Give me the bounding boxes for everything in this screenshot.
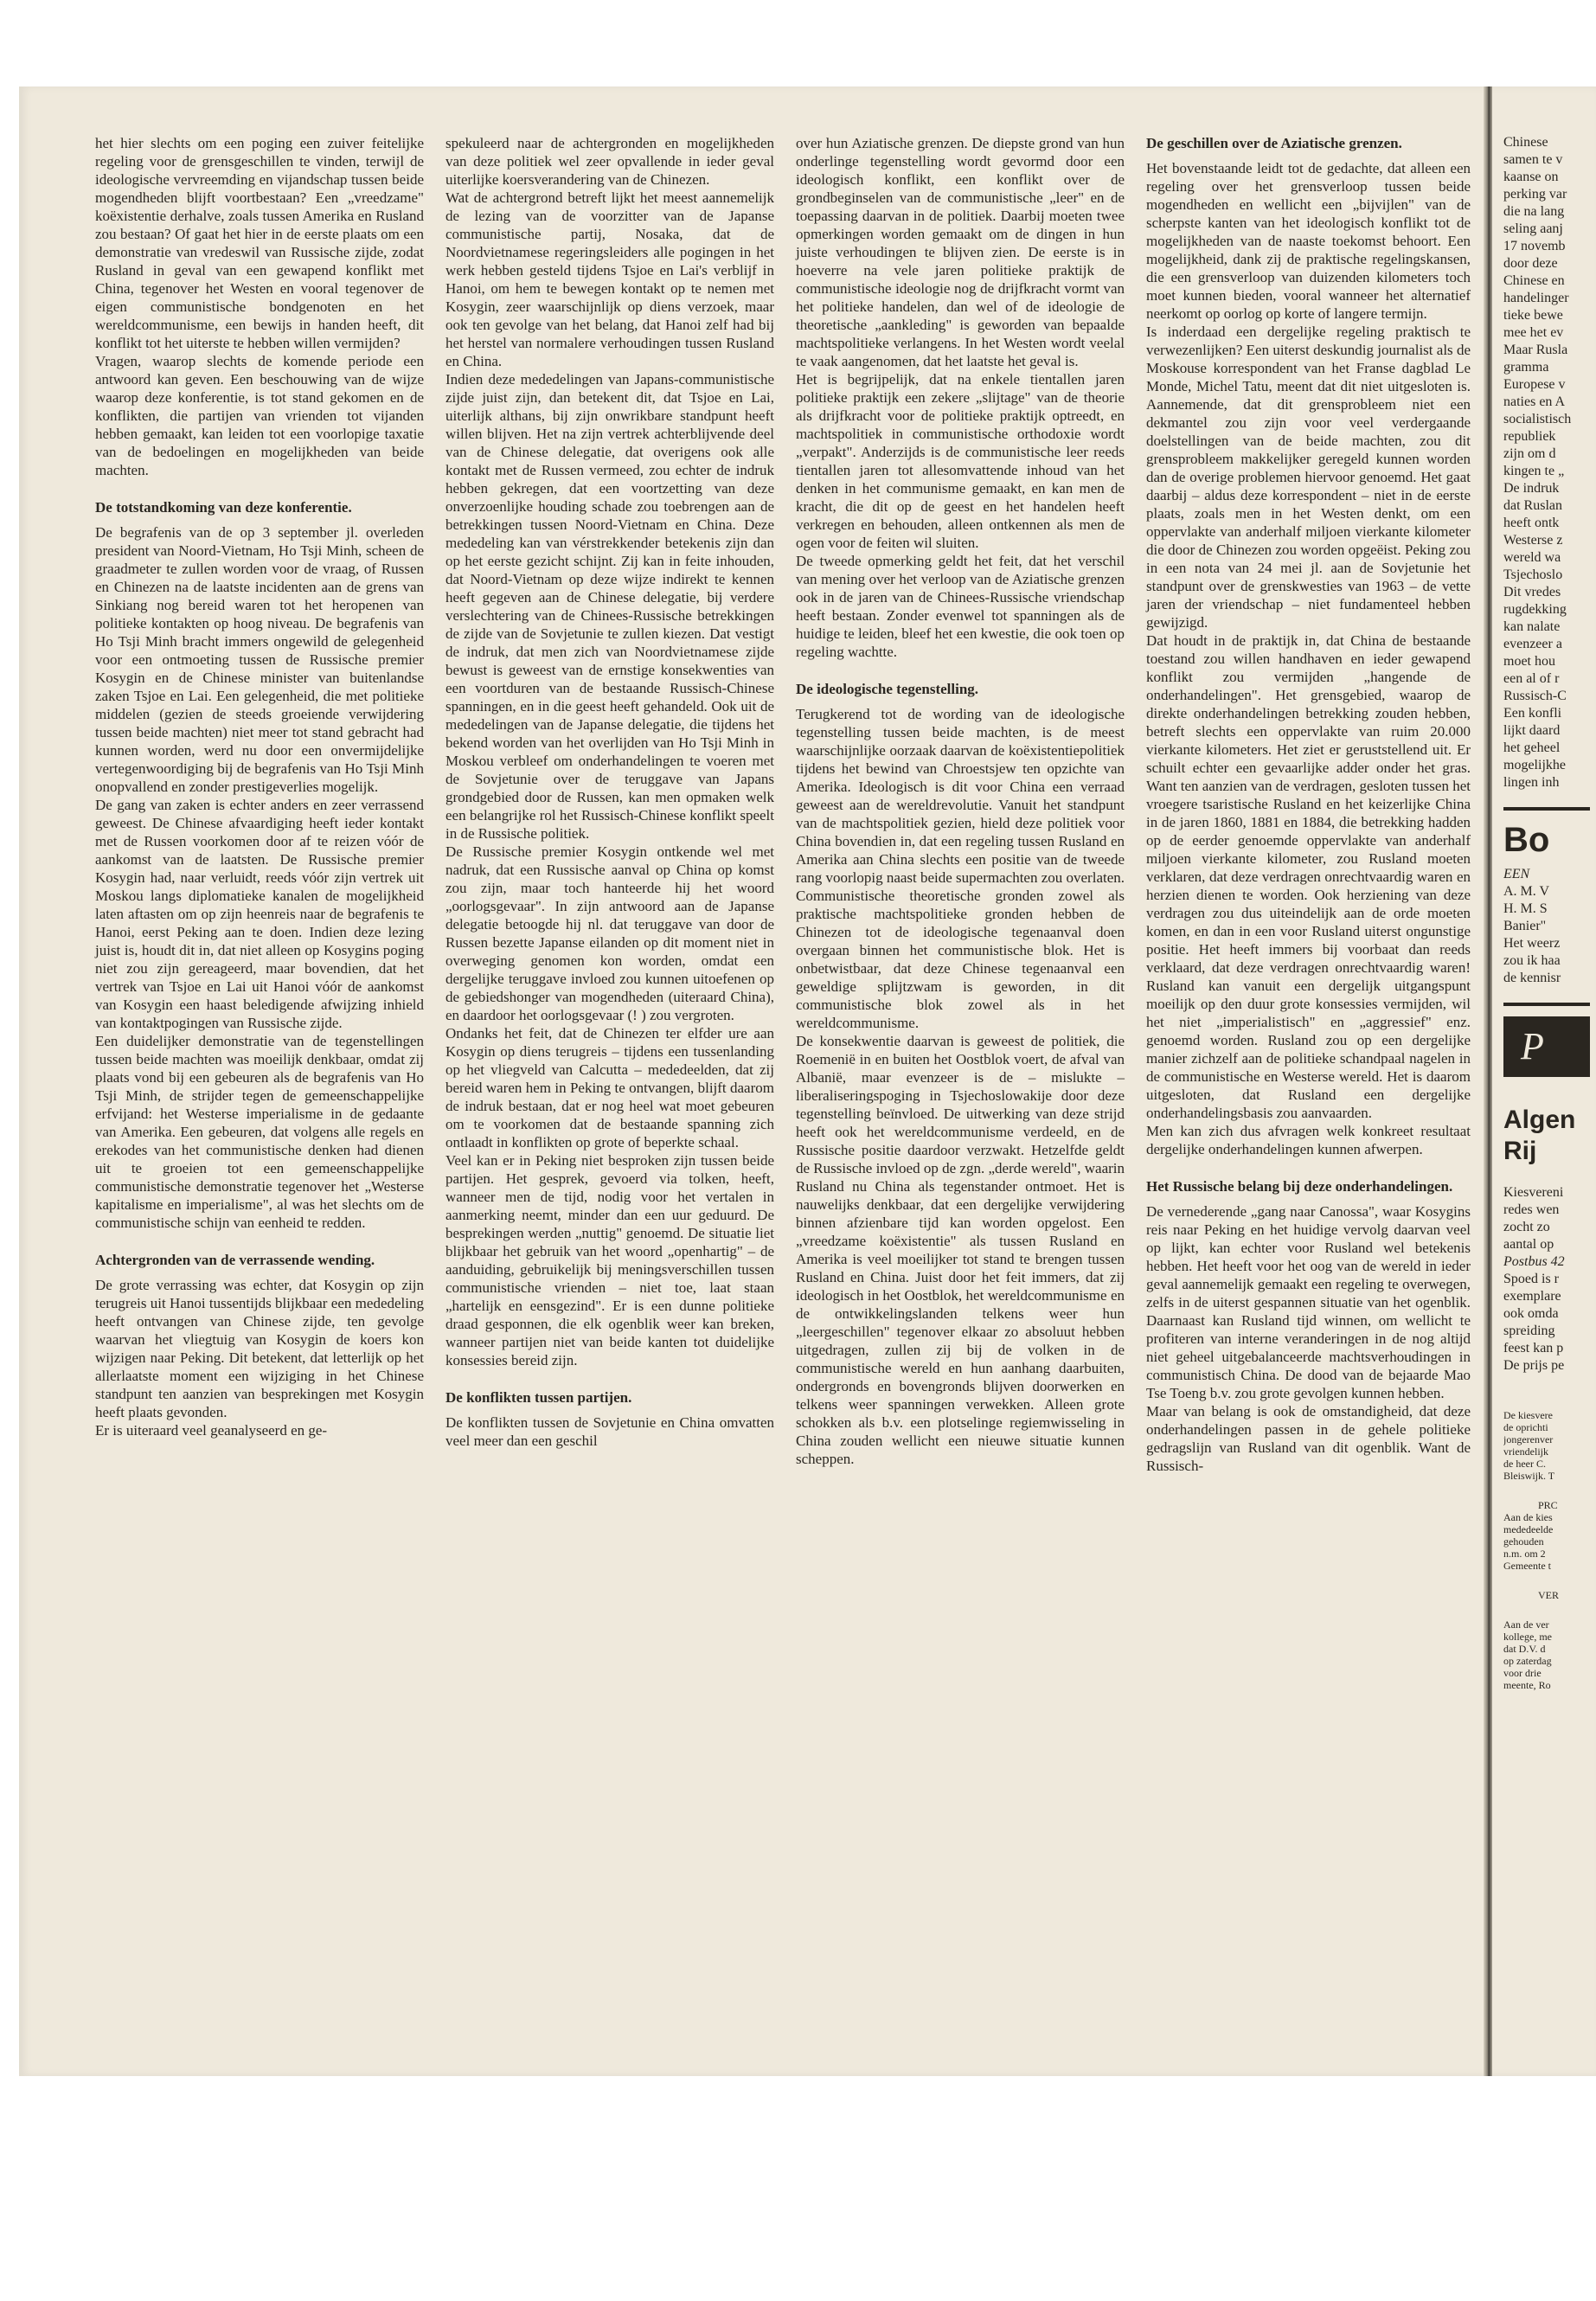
text-line: rugdekking — [1503, 602, 1567, 617]
notice-line: Bleiswijk. T — [1503, 1470, 1555, 1482]
text-line: Russisch-C — [1503, 689, 1567, 703]
text-line: EEN — [1503, 867, 1530, 881]
text-line: Chinese — [1503, 135, 1548, 150]
paragraph: De grote verrassing was echter, dat Kosygin op zijn terugreis uit Hanoi tussentijds blijkbaar een mededeling heeft ontvangen van Chinese zijde, ten gevolge waarvan het vliegtuig van Kosygin de koers kon wijzigen naar Peking. Dit betekent, dat letterlijk op het allerlaatste moment een wijziging in het Chinese standpunt ten aanzien van besprekingen met Kosygin heeft plaats gevonden. — [95, 1277, 424, 1420]
notice-line: gehouden — [1503, 1535, 1544, 1548]
text-line: Dit vredes — [1503, 585, 1561, 599]
text-line: zijn om d — [1503, 446, 1556, 461]
text-line: kaanse on — [1503, 170, 1559, 184]
column-4 — [1146, 134, 1471, 1475]
paragraph: Een duidelijker demonstratie van de tegenstellingen tussen beide machten was moeilijk denkbaar, omdat zij plaats vond bij een gebeuren als de begrafenis van Ho Tsji Minh, de strijder tegen de gemeenschappelijke erfvijand: het Westerse imperialisme in de gedaante van Amerika. Een gebeuren, dat volgens alle regels en erekodes van het communistische denken had dienen uit te groeien tot een gemeenschappelijke communistische demonstratie tegenover het „Westerse kapitalisme en imperialisme", al was het slechts om de communistische schijn van eenheid te redden. — [95, 1033, 424, 1231]
paragraph: Het is begrijpelijk, dat na enkele tientallen jaren politieke praktijk een zekere „slijtage" van de theorie als drijfkracht voor de politieke praktijk optreedt, en machtspolitiek in communistische orthodoxie wordt „verpakt". Anderzijds is de communistische leer reeds tientallen jaren tot allesomvattende inhoud van het denken in het communisme gemaakt, en kan men de kracht, die dit op de geest en het handelen heeft verkregen en behouden, alleen ontkennen als men de ogen voor de feiten wil sluiten. — [796, 371, 1125, 551]
text-line: lijkt daard — [1503, 723, 1561, 738]
text-line: Kiesvereni — [1503, 1185, 1564, 1200]
paragraph: De Russische premier Kosygin ontkende wel met nadruk, dat een Russische aanval op China op komst zou zijn, maar toch hanteerde hij het woord „oorlogsgevaar". In zijn antwoord aan de Japanse delegatie betoogde hij nl. dat teruggave van door de Russen bezette Japanse eilanden op dit moment niet in overweging genomen kon worden, omdat een dergelijke teruggave invloed zou kunnen uitoefenen op de gebiedshonger van mogendheden (uiteraard China), en daardoor het oorlogsgevaar (! ) zou vergroten. — [445, 843, 774, 1023]
paragraph: De konflikten tussen de Sovjetunie en China omvatten veel meer dan een geschil — [445, 1414, 774, 1449]
paragraph: spekuleerd naar de achtergronden en mogelijkheden van deze politiek wel zeer opvallende in ieder geval uiterlijke koersverandering van de Chinezen. — [445, 135, 774, 188]
section-heading: Achtergronden van de verrassende wending. — [95, 1252, 375, 1268]
paragraph: Er is uiteraard veel geanalyseerd en ge- — [95, 1422, 328, 1439]
notice-line: op zaterdag — [1503, 1655, 1552, 1667]
text-line: republiek — [1503, 429, 1556, 444]
paragraph: Vragen, waarop slechts de komende periode een antwoord kan geven. Een beschouwing van de wijze waarop deze konferentie, is tot stand gekomen en de konflikten, die partijen van vrienden tot vijanden hebben gemaakt, kan leiden tot een voorlopige taxatie van de bedoelingen en mogelijkheden van beide machten. — [95, 353, 424, 478]
text-line: een al of r — [1503, 671, 1560, 686]
text-line: redes wen — [1503, 1202, 1560, 1217]
text-line: Europese v — [1503, 377, 1566, 392]
paragraph: het hier slechts om een poging een zuiver feitelijke regeling voor de grensgeschillen te vinden, terwijl de ideologische vervreemding en vijandschap tussen beide mogendheden blijft voortbestaan? Een „vreedzame" koëxistentie derhalve, zoals tussen Amerika en Rusland zou bestaan? Of gaat het hier in de eerste plaats om een demonstratie van vredeswil van Russische zijde, zodat Rusland in geval van een gewapend konflikt met China, tegenover het Westen en vooral tegenover de eigen communistische bondgenoten en het wereldcommunisme, een bewijs in handen heeft, dit konflikt tot het uiterste te hebben willen vermijden? — [95, 135, 424, 351]
divider — [1503, 807, 1590, 811]
text-line: ook omda — [1503, 1306, 1559, 1321]
text-line: mogelijkhe — [1503, 758, 1566, 772]
section-heading: De geschillen over de Aziatische grenzen. — [1146, 135, 1402, 151]
text-line: dat Ruslan — [1503, 498, 1562, 513]
section-heading: De totstandkoming van deze konferentie. — [95, 499, 352, 516]
paragraph: Het bovenstaande leidt tot de gedachte, dat alleen een regeling over het grensverloop tussen beide mogendheden en wellicht een „bijvijlen" van de scherpste kanten van het ideologisch konflikt tot de mogelijkheden van de naaste toekomst behoort. Een mogelijkheid, dank zij de praktische regelingskansen, die een grensverloop van duizenden kilometers toch moet kunnen bieden, vooral wanneer het alternatief neerkomt op oorlog op korte of langere termijn. — [1146, 160, 1471, 322]
text-line: zou ik haa — [1503, 953, 1561, 968]
notice-line: Aan de ver — [1503, 1618, 1549, 1631]
notice-line: kollege, me — [1503, 1631, 1552, 1643]
cropped-article-lines — [1503, 134, 1590, 792]
text-line: gramma — [1503, 360, 1549, 375]
text-line: Chinese en — [1503, 273, 1565, 288]
paragraph: De konsekwentie daarvan is geweest de politiek, die Roemenië in en buiten het Oostblok voert, de afval van Albanië, maar evenzeer is de – mislukte – liberaliseringspoging in Tsjechoslowakije door deze tegenstelling beïnvloed. De uitwerking van deze strijd heeft ook het wereldcommunisme verdeeld, en de Russische positie daardoor verzwakt. Hetzelfde geldt de Russische invloed op de zgn. „derde wereld", waarin Rusland nu China als tegenstander ontmoet. Het is nauwelijks denkbaar, dat een dergelijke verwijdering binnen afzienbare tijd kan worden opgelost. Een „vreedzame koëxistentie" als tussen Rusland en Amerika is veel moeilijker tot stand te brengen tussen Rusland en China. Juist door het feit immers, dat zij ideologisch in het Oostblok, het wereldcommunisme en de ontwikkelingslanden telkens weer hun „leergeschillen" tegenover elkaar zo absoluut hebben uitgedragen, zullen zij bij de volken in de communistische wereld en hun aanhang daarbuiten, ondergronds en bovengronds blijven doorwerken en telkens weer spanningen verwekken. Alleen grote schokken als b.v. een plotselinge regiemwisseling in China zouden wellicht een nieuwe situatie kunnen scheppen. — [796, 1033, 1125, 1467]
text-line: perking var — [1503, 187, 1567, 202]
ad-headline: Bo — [1503, 821, 1550, 859]
text-line: A. M. V — [1503, 884, 1550, 899]
paragraph: De begrafenis van de op 3 september jl. overleden president van Noord-Vietnam, Ho Tsji Minh, scheen de graadmeter te zullen worden voor de vraag, of Russen en Chinezen na de laatste incidenten aan de grens van Sinkiang nog bereid waren tot het heropenen van politieke kontakten op hoog niveau. De begrafenis van Ho Tsji Minh bracht immers ongewild de gelegenheid voor een ontmoeting tussen de Russische premier Kosygin en de Chinese minister van buitenlandse zaken Tsjoe en Lai. Een gelegenheid, die met politieke middelen (gezien de steeds groeiende verwijdering tussen beide machten) niet meer tot stand gebracht had kunnen worden, werd nu door een onvermijdelijke vertegenwoordiging bij de begrafenis van Ho Tsji Minh onopvallend en zonder prestigeverlies mogelijk. — [95, 524, 424, 795]
text-line: evenzeer a — [1503, 637, 1562, 651]
column-1 — [95, 134, 424, 1439]
text-line: zocht zo — [1503, 1220, 1550, 1234]
notice-line: De kiesvere — [1503, 1409, 1553, 1421]
notice-line: Gemeente t — [1503, 1560, 1551, 1572]
paragraph: Communistische theoretische gronden zowel als praktische machtspolitieke gronden hebben de Chinezen tot de ideologische tegenaanval doen overgaan binnen het communistische blok. Het is onbetwistbaar, dat deze Chinese tegenaanval een geweldige splijtzwam is geworden, in dit communistische blok zowel als in het wereldcommunisme. — [796, 888, 1125, 1031]
text-line: spreiding — [1503, 1324, 1555, 1338]
page-fold — [1484, 87, 1492, 2076]
text-line: H. M. S — [1503, 901, 1548, 916]
text-line: 17 novemb — [1503, 239, 1566, 253]
text-line: naties en A — [1503, 394, 1566, 409]
logo-banner: P — [1503, 1016, 1590, 1077]
text-line: feest kan p — [1503, 1341, 1564, 1356]
text-line: Maar Rusla — [1503, 343, 1568, 357]
text-line: moet hou — [1503, 654, 1555, 669]
text-line: aantal op — [1503, 1237, 1554, 1252]
text-line: Banier" — [1503, 919, 1547, 933]
text-line: Het weerz — [1503, 936, 1561, 951]
paragraph: De tweede opmerking geldt het feit, dat het verschil van mening over het verloop van de Aziatische grenzen ook in de jaren van de Chinees-Russische vriendschap heeft bestaan. Zonder evenwel tot spanningen als de huidige te leiden, bleef het een kwestie, die ook toen op regeling wachtte. — [796, 553, 1125, 660]
text-line: door deze — [1503, 256, 1558, 271]
text-line: het geheel — [1503, 740, 1561, 755]
ad-heading: Algen — [1503, 1106, 1576, 1134]
text-line: samen te v — [1503, 152, 1563, 167]
ad-heading: Rij — [1503, 1137, 1537, 1165]
column-3 — [796, 134, 1125, 1468]
section-heading: De ideologische tegenstelling. — [796, 681, 979, 697]
paragraph: Wat de achtergrond betreft lijkt het meest aannemelijk de lezing van de voorzitter van de Japanse communistische partij, Nosaka, dat de Noordvietnamese regeringsleiders alle pogingen in het werk hebben gesteld tijdens Tsjoe en Lai's verblijf in Hanoi, om hem te bewegen kontakt op te nemen met Kosygin, zeer waarschijnlijk op diens verzoek, maar ook ten gevolge van het belang, dat Hanoi zelf had bij het herstel van normalere verhoudingen tussen Rusland en China. — [445, 189, 774, 369]
section-heading: Het Russische belang bij deze onderhandelingen. — [1146, 1178, 1453, 1195]
text-line: heeft ontk — [1503, 516, 1560, 530]
text-line: Tsjechoslo — [1503, 567, 1563, 582]
paragraph: Dat houdt in de praktijk in, dat China de bestaande toestand zou willen handhaven en ieder gewapend konflikt zou vermijden „hangende de onderhandelingen". Het grensgebied, waarop de direkte onderhandelingen betrekking zouden hebben, betreft slechts een oppervlakte van ruim 20.000 vierkante kilometers. Het ziet er geruststellend uit. Er schuilt echter een gevaarlijke adder onder het gras. Want ten aanzien van de verdragen, gesloten tussen het vroegere tsaristische Rusland en het keizerlijke China in de jaren 1860, 1881 en 1884, die betrekking hadden op de eerder genoemde oppervlakte van anderhalf miljoen vierkante kilometer, zou Rusland moeten verklaren, dat deze verdragen onrechtvaardig waren en herzien dienen te worden. Ook herziening van deze verdragen zou dus uiteindelijk aan de orde moeten komen, en dan in een voor Rusland uiterst ongunstige positie. Het heeft immers bij voorbaat dan reeds verklaard, dat deze verdragen onrechtvaardig waren! Rusland kan vanuit een dergelijk uitgangspunt moeilijk op den duur grote konsessies vermijden, wil het niet „imperialistisch" en „aggressief" enz. genoemd worden. Rusland zou op een dergelijke manier zichzelf aan de politieke schandpaal nagelen in de communistische en Westerse wereld. Het is daarom uitgesloten, dat Rusland een dergelijke onderhandelingsbasis zou aanvaarden. — [1146, 632, 1471, 1121]
text-line: kingen te „ — [1503, 464, 1565, 478]
text-line: De prijs pe — [1503, 1358, 1565, 1373]
text-line: Postbus 42 — [1503, 1254, 1565, 1269]
text-line: lingen inh — [1503, 775, 1560, 790]
paragraph: Men kan zich dus afvragen welk konkreet resultaat dergelijke onderhandelingen kunnen afwerpen. — [1146, 1123, 1471, 1157]
notice-line: meente, Ro — [1503, 1679, 1551, 1691]
paragraph: De vernederende „gang naar Canossa", waar Kosygins reis naar Peking en het huidige vervolg daarvan veel op lijkt, kan echter voor Rusland wel betekenis hebben. Het heeft voor het oog van de wereld in ieder geval aannemelijk gemaakt een regeling te overwegen, zelfs in de uiterst gespannen situatie van het ogenblik. Daarnaast kan Rusland tijd winnen, om wellicht te profiteren van interne veranderingen in de nog altijd niet geheel uitgebalanceerde machtsverhoudingen in communistisch China. De dood van de bejaarde Mao Tse Toeng b.v. zou grote gevolgen kunnen hebben. — [1146, 1203, 1471, 1401]
text-line: seling aanj — [1503, 221, 1563, 236]
text-line: wereld wa — [1503, 550, 1561, 565]
section-heading: De konflikten tussen partijen. — [445, 1389, 632, 1406]
text-line: socialistisch — [1503, 412, 1572, 426]
notice-line: voor drie — [1503, 1667, 1542, 1679]
text-line: De indruk — [1503, 481, 1560, 496]
paragraph: Veel kan er in Peking niet besproken zijn tussen beide partijen. Het gesprek, gevoerd via tolken, heeft, wanneer men de tijd, nodig voor het vertalen in aanmerking neemt, minder dan een uur geduurd. De besprekingen werden „nuttig" genoemd. De situatie liet blijkbaar het gebruik van het woord „openhartig" – de aanduiding, gebruikelijk bij meningsverschillen tussen communistische vrienden – niet toe, laat staan „hartelijk en eensgezind". Er is een dunne politieke draad gesponnen, die elk ogenblik weer kan breken, wanneer partijen niet van beide kanten tot duidelijke konsessies bereid zijn. — [445, 1152, 774, 1368]
notice-line: vriendelijk — [1503, 1445, 1548, 1458]
paragraph: Maar van belang is ook de omstandigheid, dat deze onderhandelingen passen in de gehele politieke gedragslijn van Rusland van dit ogenblik. Want de Russisch- — [1146, 1403, 1471, 1474]
text-line: tieke bewe — [1503, 308, 1563, 323]
text-line: mee het ev — [1503, 325, 1564, 340]
text-line: Een konfli — [1503, 706, 1562, 721]
text-line: handelinger — [1503, 291, 1569, 305]
paragraph: Indien deze mededelingen van Japans-communistische zijde juist zijn, dan betekent dit, dat Tsjoe en Lai, uiterlijk althans, bij zijn onwrikbare standpunt heeft willen blijven. Het na zijn vertrek achterblijvende deel van de Chinese delegatie, dat overigens ook alle kontakt met de Russen vermeed, zou echter de indruk hebben gekregen, dat een voortzetting van deze onverzoenlijke houding schade zou toebrengen aan de betrekkingen tussen Noord-Vietnam en China. Deze mededeling kan van vérstrekkender betekenis zijn dan op het eerste gezicht schijnt. Zij kan in feite inhouden, dat Noord-Vietnam op deze wijze indirekt te kennen heeft gegeven aan de Chinese delegatie, bij verdere verslechtering van de Chinees-Russische betrekkingen de zijde van de Sovjetunie te zullen kiezen. Dat vestigt de indruk, dat men zich van Noordvietnamese zijde bewust is geweest van de ernstige konsekwenties van een voortduren van de bestaande Russisch-Chinese spanningen, en in die geest heeft gehandeld. Ook uit de mededelingen van de Japanse delegatie, die tijdens het bekend worden van het overlijden van Ho Tsji Minh in Moskou verbleef om onderhandelingen te voeren met de Sovjetunie over de teruggave van Japans grondgebied door de Russen, kan men opmaken welk een belangrijke rol het Russisch-Chinese konflikt speelt in de Russische politiek. — [445, 371, 774, 842]
paragraph: over hun Aziatische grenzen. De diepste grond van hun onderlinge tegenstelling wordt gevormd door een ideologisch konflikt, een konflikt over de grondbeginselen van de communistische „leer" en de toepassing daarvan in de politiek. Daarbij moeten twee opmerkingen worden gemaakt om de dingen in hun juiste verhoudingen te blijven zien. De eerste is in hoeverre na vele jaren politieke praktijk de communistische ideologie nog de drijfkracht vormt van het politieke handelen, dan wel of de ideologie de theoretische „aankleding" is geworden van bepaalde machtspolitieke verlangens. In het Westen wordt veelal te vaak aangenomen, dat het laatste het geval is. — [796, 135, 1125, 369]
column-5-cropped — [1503, 134, 1590, 2037]
notice-line: mededeelde — [1503, 1523, 1554, 1535]
text-line: Spoed is r — [1503, 1272, 1559, 1286]
text-line: Westerse z — [1503, 533, 1563, 548]
notice-line: jongerenver — [1503, 1433, 1554, 1445]
notice-line: de oprichti — [1503, 1421, 1548, 1433]
text-line: de kennisr — [1503, 971, 1561, 985]
notice-heading: VER — [1538, 1589, 1559, 1601]
paragraph: Is inderdaad een dergelijke regeling praktisch te verwezenlijken? Een uiterst deskundig journalist als de Moskouse korrespondent van het Franse dagblad Le Monde, Michel Tatu, meent dat dit niet uitgesloten is. Aannemende, dat dit grensprobleem niet een dekmantel zou zijn voor veel verdergaande doelstellingen van de beide machten, zou dit grensprobleem makkelijker geregeld kunnen worden dan de overige problemen hiervoor genoemd. Het gaat daarbij – aldus deze korrespondent – niet in de eerste plaats, zoals men in het Westen denkt, om een oppervlakte van anderhalf miljoen vierkante kilometer die door de Chinezen zou worden opgeëist. Peking zou in een nota van 24 mei jl. aan de Sovjetunie het standpunt over de grenskwesties van 1963 – de vette jaren der vriendschap – niet fundamenteel hebben gewijzigd. — [1146, 324, 1471, 631]
paragraph: Ondanks het feit, dat de Chinezen ter elfder ure aan Kosygin op diens terugreis – tijdens een tussenlanding op het vliegveld van Calcutta – mededeelden, dat zij bereid waren hem in Peking te ontvangen, blijft daarom de indruk bestaan, dat er nog heel wat moet gebeuren om te voorkomen dat de bestaande spanning zich ontlaadt in konflikten op grote of beperkte schaal. — [445, 1025, 774, 1150]
paragraph: De gang van zaken is echter anders en zeer verrassend geweest. De Chinese afvaardiging heeft ieder kontakt met de Russen voorkomen door af te reizen vóór de aankomst van de laatsten. De Russische premier Kosygin had, naar verluidt, reeds vóór zijn vertrek uit Moskou langs diplomatieke kanalen de mogelijkheid laten aftasten om op zijn heenreis naar de begrafenis te Hanoi, eerst Peking aan te doen. Indien deze lezing juist is, houdt dit in, dat niet alleen op Kosygins poging niet zou zijn gereageerd, maar bovendien, dat het vertrek van Tsjoe en Lai uit Hanoi vóór de aankomst van Kosygin een haast beledigende afwijzing inhield van kontaktpogingen van Russische zijde. — [95, 797, 424, 1031]
notice-line: n.m. om 2 — [1503, 1548, 1546, 1560]
text-line: die na lang — [1503, 204, 1565, 219]
column-2 — [445, 134, 774, 1450]
notice-line: Aan de kies — [1503, 1511, 1553, 1523]
notice-line: de heer C. — [1503, 1458, 1546, 1470]
paragraph: Terugkerend tot de wording van de ideologische tegenstelling tussen beide machten, is de meest waarschijnlijke oorzaak daarvan de koëxistentiepolitiek tijdens het bewind van Chroestsjew ten opzichte van Amerika. Ideologisch is dit voor China een verraad geweest aan de wereldrevolutie. Vanuit het standpunt van de machtspolitiek gezien, hield deze politiek voor China bovendien in, dat een regeling tussen Rusland en Amerika aan China slechts een positie van de tweede rang voorlopig naast beide supermachten zou overlaten. — [796, 706, 1125, 886]
divider — [1503, 1003, 1590, 1006]
text-line: kan nalate — [1503, 619, 1561, 634]
notice-heading: PRC — [1538, 1499, 1558, 1511]
notice-line: dat D.V. d — [1503, 1643, 1546, 1655]
text-line: exemplare — [1503, 1289, 1561, 1304]
